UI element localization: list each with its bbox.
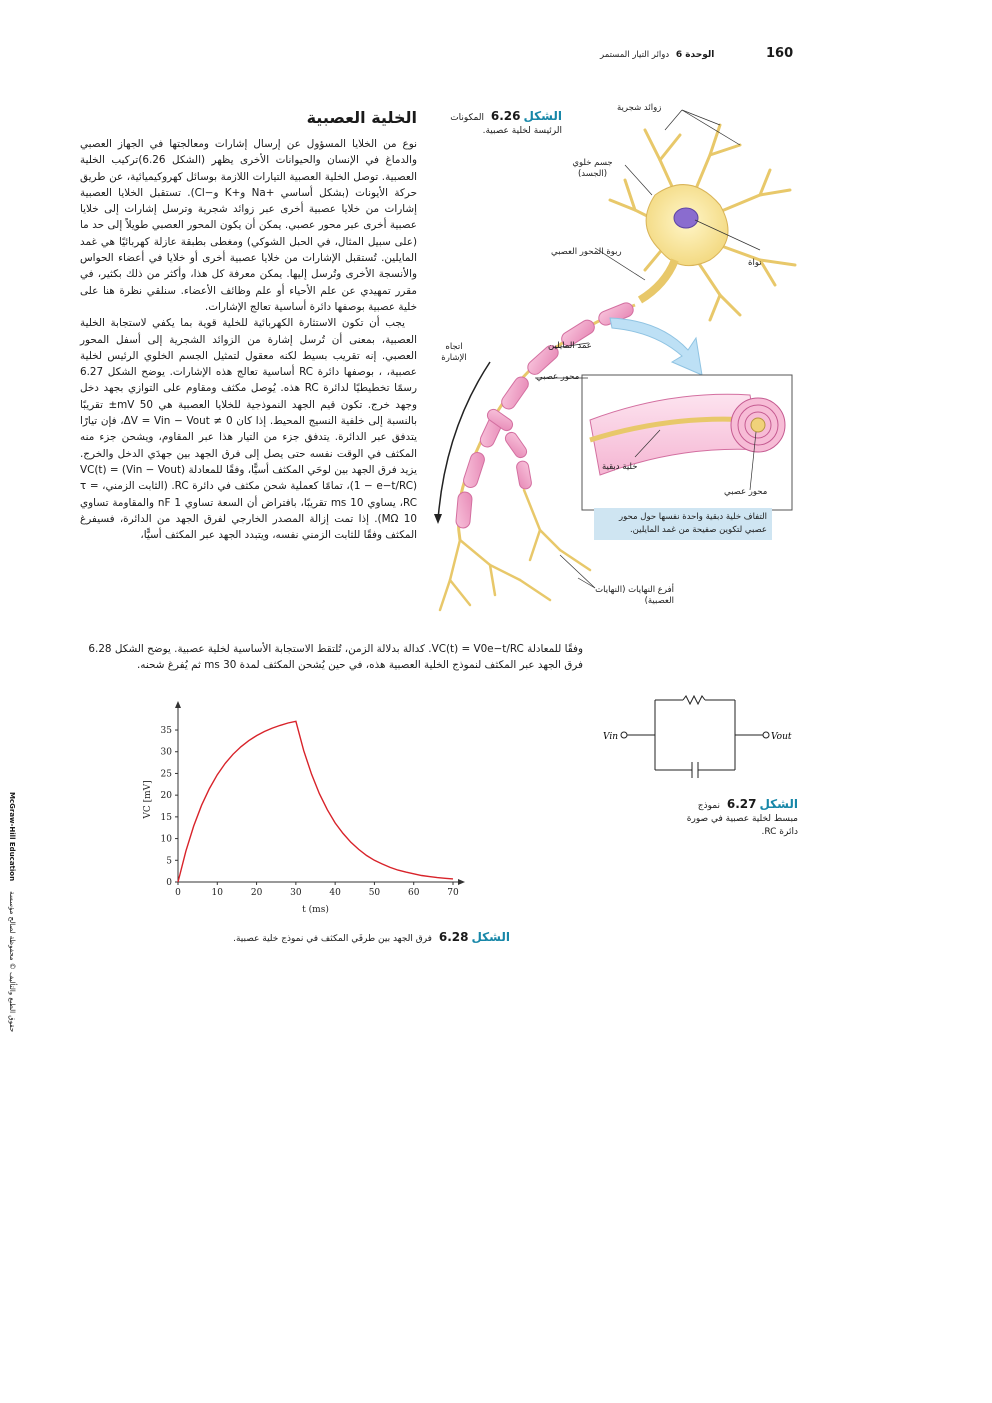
axon-cross-section bbox=[751, 418, 765, 432]
body-wide bbox=[80, 641, 583, 674]
paragraph-1: نوع من الخلايا المسؤول عن إرسال إشارات ومعالجتها في الجهاز العصبي والدماغ في الإنسان والحيوانات الأخرى يظهر (الشكل 6.26)تركيب الخلية العصبية. توصل الخلية العصبية التيارات اللازمة بوسائل كهروكيميائية، عن طريق حركة الأيونات (بشكل أساسي +Na و+K و−Cl). تستقبل الخلايا العصبية إشارات من خلايا عصبية أخرى عبر زوائد شجرية وترسل إشارات إلى خلايا عصبية أخرى عبر محور عصبي. يمكن أن يكون المحور العصبي طويلاً إلى حد ما (على سبيل المثال، في الحبل الشوكي) ومغطى بطبقة عازلة كهربائيًا هي غمد المايلين. تُستقبل الإشارات من خلايا عصبية أخرى أو خلايا في أعضاء الحواس والأنسجة الأخرى وتُرسل إليها. يمكن معرفة كل هذا، وأكثر من ذلك بكثير، في مقرر تمهيدي عن علم الأحياء أو علم وظائف الأعضاء. سنلقي نظرة هنا على خلية عصبية بوصفها دائرة أساسية تعالج الإشارات. bbox=[80, 138, 417, 313]
vin-label: Vin bbox=[603, 732, 619, 742]
running-header bbox=[600, 50, 714, 60]
paragraph-2: يجب أن تكون الاستثارة الكهربائية للخلية قوية بما يكفي لاستجابة الخلية العصبية، بمعنى أن تُرسل إشارة من الزوائد الشجرية إلى أسفل المحور العصبي. إنه تقريب بسيط لكنه معقول لتمثيل الجسم الخلوي الرئيس لخلية عصبية، ، بوصفها دائرة RC أساسية تعالج هذه الإشارات. يوضح الشكل 6.27 رسمًا تخطيطيًا لدائرة RC هذه. يُوصل مكثف ومقاوم على التوازي بجهد دخل وجهد خرج. تكون قيم الجهد النموذجية للخلايا العصبية هي 50 mV± تقريبًا بالنسبة إلى خلفية النسيج المحيط. إذا كان ΔV = Vin − Vout ≠ 0، فإن تيارًا يتدفق عبر الدائرة. يتدفق جزء من التيار هذا عبر المقاوم، ويشحن جزء منه المكثف في الوقت نفسه حتى يصل إلى فرق الجهد بين جهدَي الدخل والخرج. يزيد فرق الجهد بين لوحَي المكثف أسيًّا، وفقًا للمعادلة VC(t) = (Vin − Vout)(1 − e−t/RC)، تمامًا كعملية شحن مكثف في دائرة RC. (الثابت الزمني، τ = RC، يساوي 10 ms تقريبًا، بافتراض أن السعة تساوي 1 nF والمقاومة تساوي 10 MΩ). إذا تمت إزالة المصدر الخارجي لفرق الجهد من الدائرة، فسيفرغ المكثف وفقًا للثابت الزمني نفسه، ويتبدد الجهد عبر المكثف أسيًّا، bbox=[80, 317, 418, 542]
caption-text: فرق الجهد بين طرفَي المكثف في نموذج خلية عصبية. bbox=[233, 934, 432, 944]
y-tick-label: 5 bbox=[166, 856, 172, 867]
figure-number: 6.28 bbox=[438, 930, 469, 944]
vin-terminal bbox=[621, 732, 627, 738]
unit-title: دوائر التيار المستمر bbox=[600, 50, 670, 60]
neuron-illustration bbox=[420, 100, 810, 640]
publisher-name: McGraw-Hill Education bbox=[8, 792, 16, 882]
label-terminals: أفرع النهايات (النهايات العصبية) bbox=[595, 585, 674, 606]
figure-label: الشكل bbox=[471, 930, 510, 944]
page-number: 160 bbox=[766, 46, 794, 61]
paragraph-3: وفقًا للمعادلة VC(t) = V0e−t/RC. كدالة بدلالة الزمن، تُلتقط الاستجابة الأساسية لخلية عصبية. يوضح الشكل 6.28 فرق الجهد عبر المكثف لنموذج الخلية العصبية هذه، في حين يُشحن المكثف لمدة 30 ms ثم يُفرغ شحنه. bbox=[88, 643, 583, 672]
figure-label: الشكل bbox=[523, 109, 562, 123]
figure-label: الشكل bbox=[759, 797, 798, 811]
x-axis-arrow bbox=[458, 879, 465, 885]
caption-text: نموذج مبسط لخلية عصبية في صورة دائرة RC. bbox=[686, 801, 798, 837]
label-schwann: خلية دبقية bbox=[602, 462, 638, 472]
y-axis-title: VC [mV] bbox=[143, 780, 153, 819]
section-title: الخلية العصبية bbox=[306, 108, 417, 127]
y-tick-label: 15 bbox=[160, 812, 172, 823]
label-axon: محور عصبي bbox=[536, 372, 580, 382]
figure-number: 6.27 bbox=[726, 797, 757, 811]
resistor bbox=[683, 696, 705, 704]
x-tick-label: 0 bbox=[175, 888, 181, 898]
series-line-vc bbox=[178, 721, 453, 882]
y-tick-label: 0 bbox=[166, 878, 172, 888]
caption-text: المكونات الرئيسة لخلية عصبية. bbox=[450, 113, 562, 136]
body-column bbox=[80, 136, 417, 543]
myelin-callout: التفاف خلية دبقية واحدة نفسها حول محور عصبي لتكوين صفيحة من غمد المايلين. bbox=[594, 508, 772, 540]
x-tick-label: 70 bbox=[447, 888, 459, 898]
label-soma: جسم خلوي (الجسد) bbox=[572, 158, 613, 179]
label-myelin: غمد المايلين bbox=[548, 341, 592, 351]
x-tick-label: 10 bbox=[211, 888, 224, 898]
x-tick-label: 50 bbox=[368, 888, 381, 898]
arrowhead bbox=[434, 514, 442, 524]
nucleus bbox=[674, 208, 698, 228]
voltage-chart bbox=[130, 700, 480, 925]
unit-label: الوحدة 6 bbox=[675, 50, 715, 60]
figure-number: 6.26 bbox=[490, 109, 521, 123]
y-tick-label: 30 bbox=[160, 747, 172, 758]
label-axon-hillock: ربوة المحور العصبي bbox=[551, 247, 622, 257]
copyright-spine bbox=[8, 792, 16, 1052]
x-tick-label: 20 bbox=[250, 888, 263, 898]
zoom-arrow bbox=[610, 318, 702, 375]
x-tick-label: 60 bbox=[407, 888, 420, 898]
x-axis-title: t (ms) bbox=[302, 905, 329, 915]
x-tick-label: 30 bbox=[290, 888, 302, 898]
figure-628-caption bbox=[200, 931, 510, 946]
y-tick-label: 25 bbox=[160, 769, 172, 780]
axon-hillock bbox=[640, 260, 675, 300]
copyright-text: حقوق الطبع والتأليف © محفوظة لصالح مؤسسة bbox=[8, 891, 16, 1033]
y-tick-label: 35 bbox=[160, 726, 172, 737]
label-axon-inner: محور عصبي bbox=[724, 487, 768, 497]
figure-627-caption bbox=[680, 798, 798, 839]
vout-terminal bbox=[763, 732, 769, 738]
label-direction: اتجاه الإشارة bbox=[441, 342, 467, 363]
x-tick-label: 40 bbox=[329, 888, 341, 898]
y-tick-label: 10 bbox=[160, 834, 172, 845]
vout-label: Vout bbox=[771, 732, 792, 742]
label-dendrites: زوائد شجرية bbox=[617, 103, 662, 113]
label-nucleus: نواة bbox=[748, 258, 762, 268]
y-axis-arrow bbox=[175, 701, 181, 708]
rc-circuit bbox=[595, 690, 805, 785]
y-tick-label: 20 bbox=[160, 791, 172, 802]
